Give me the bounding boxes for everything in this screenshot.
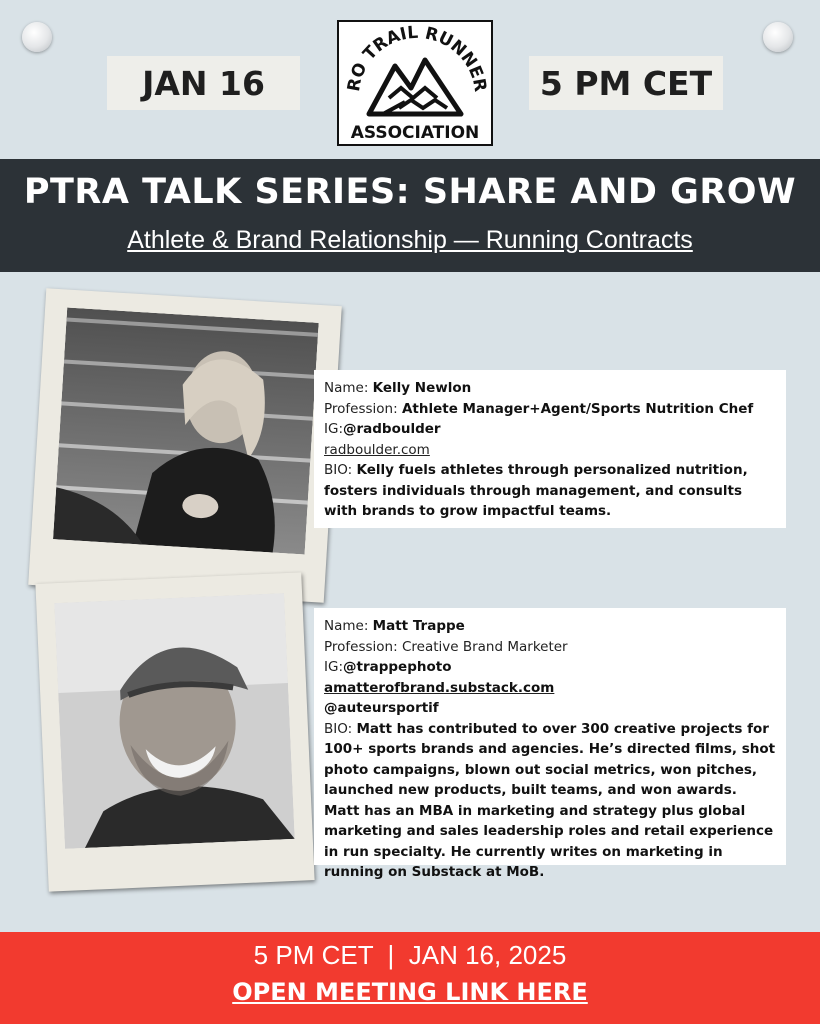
mountain-logo-icon bbox=[339, 22, 491, 144]
speaker-profession-row: Profession: Athlete Manager+Agent/Sports Nutrition Chef bbox=[324, 400, 754, 417]
speaker-name-row: Name: Matt Trappe bbox=[324, 618, 465, 634]
speaker-website-link[interactable]: amatterofbrand.substack.com bbox=[324, 679, 555, 696]
series-title: PTRA TALK SERIES: SHARE AND GROW bbox=[23, 172, 797, 212]
speaker-photo-frame-kelly bbox=[28, 288, 342, 603]
speaker-bio-text: Matt has contributed to over 300 creative projects for 100+ sports brands and agencies. He’s directed films, shot photo campaigns, blown out social metrics, won pitches, launched new products, built teams, and won awards. Matt has an MBA in marketing and strategy plus global marketing and sales leadership roles and retail experience in run specialty. He currently writes on marketing in running on Substack at MoB. bbox=[324, 720, 776, 880]
speaker-bio: BIO: Kelly fuels athletes through personalized nutrition, fosters individuals through management, and consults with brands to grow impactful teams. bbox=[324, 462, 748, 519]
speaker-ig-handle[interactable]: @radboulder bbox=[343, 421, 441, 437]
pushpin-right-icon bbox=[763, 22, 793, 52]
speaker-photo-frame-matt bbox=[35, 572, 314, 891]
speaker-name: Matt Trappe bbox=[372, 618, 465, 634]
speaker-photo-matt bbox=[54, 593, 295, 849]
speaker-profession-row: Profession: Creative Brand Marketer bbox=[324, 638, 568, 655]
speaker-ig-row: IG:@trappephoto bbox=[324, 659, 452, 675]
speaker-photo-kelly bbox=[53, 308, 319, 555]
speaker-ig-handle[interactable]: @trappephoto bbox=[343, 659, 452, 675]
pushpin-left-icon bbox=[22, 22, 52, 52]
speaker-ig-row: IG:@radboulder bbox=[324, 421, 441, 437]
talk-subtitle: Athlete & Brand Relationship — Running Contracts bbox=[127, 226, 693, 254]
speaker-profession: Creative Brand Marketer bbox=[401, 638, 568, 655]
speaker-card-matt bbox=[314, 608, 786, 880]
speaker-profession: Athlete Manager+Agent/Sports Nutrition Chef bbox=[401, 400, 754, 417]
speaker-extra-handle[interactable]: @auteursportif bbox=[324, 700, 439, 716]
speaker-bio-text: Kelly fuels athletes through personalized nutrition, fosters individuals through management, and consults with brands to grow impactful teams. bbox=[324, 462, 748, 519]
event-date: JAN 16 bbox=[107, 56, 300, 110]
speaker-bio: BIO: Matt has contributed to over 300 creative projects for 100+ sports brands and agencies. He’s directed films, shot photo campaigns, blown out social metrics, won pitches, launched new products, built teams, and won awards. Matt has an MBA in marketing and strategy plus global marketing and sales leadership roles and retail experience in run specialty. He currently writes on marketing in running on Substack at MoB. bbox=[324, 720, 776, 880]
ptra-logo bbox=[337, 20, 493, 146]
logo-top-text: RO TRAIL RUNNER bbox=[343, 22, 491, 94]
speaker-card-kelly bbox=[314, 370, 786, 528]
footer-datetime: 5 PM CET | JAN 16, 2025 bbox=[253, 940, 567, 970]
speaker-name: Kelly Newlon bbox=[372, 380, 472, 396]
speaker-website-link[interactable]: radboulder.com bbox=[324, 441, 430, 458]
speaker-name-row: Name: Kelly Newlon bbox=[324, 380, 472, 396]
logo-bottom-text: ASSOCIATION bbox=[350, 123, 480, 143]
open-meeting-link[interactable]: OPEN MEETING LINK HERE bbox=[232, 978, 588, 1006]
event-time: 5 PM CET bbox=[529, 56, 723, 110]
